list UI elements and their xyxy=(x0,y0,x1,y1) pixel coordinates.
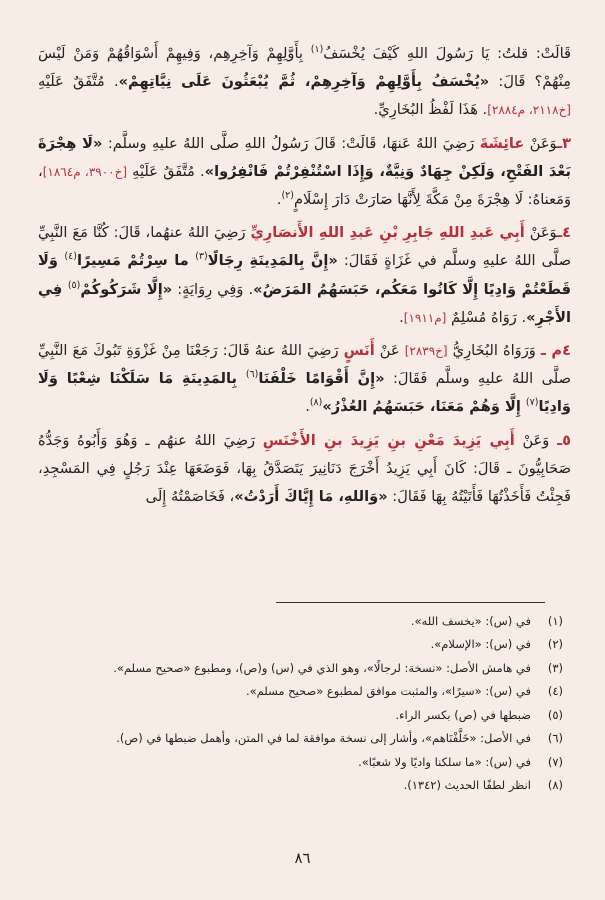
text-run: . وَفِي رِوَايَةٍ: xyxy=(172,280,254,298)
narrator-name: أَبِي يَزِيدَ مَعْنِ بنِ يَزِيدَ بنِ الأَخْنَسِ xyxy=(262,431,515,449)
footnote-item xyxy=(38,656,563,680)
footnote-marker-5[interactable]: (٥) xyxy=(67,279,81,291)
prophetic-quote: «يُخْسَفُ بِأَوَّلِهِمْ وَآخِرِهِمْ، ثُمَّ يُبْعَثُونَ عَلَى نِيَّاتِهِمْ» xyxy=(118,73,490,91)
footnote-item xyxy=(38,750,563,774)
text-run: . رَوَاهُ مُسْلِمٌ xyxy=(446,308,527,326)
hadith-number: ٤ـ xyxy=(557,224,572,242)
footnote-marker-3[interactable]: (٣) xyxy=(195,251,208,263)
footnote-number: (٧) xyxy=(547,754,563,769)
source-reference: [خ٢٨٣٩] xyxy=(404,344,448,359)
hadith-4 xyxy=(38,219,571,332)
hadith-number: ٣ـ xyxy=(557,134,571,152)
text-run: رَضِيَ اللهُ عنهُ قَالَ: رَجَعْنَا مِنْ غَزْوَةِ تَبُوكَ مَعَ النَّبِيِّ صلَّى اللهُ عليهِ وسلَّم فَقَالَ: xyxy=(38,342,571,388)
footnote-number: (٣) xyxy=(547,660,563,675)
text-run: وَعَنْ xyxy=(514,431,558,449)
footnotes-list xyxy=(38,609,563,797)
prophetic-quote: وَلَا قَطَعْتُمْ وَادِيًا إِلَّا كَانُوا مَعَكُم، حَبَسَهُمُ المَرَضُ» xyxy=(38,252,571,298)
text-run: وَعَنْ xyxy=(524,134,558,152)
prophetic-quote: إِلَّا وَهُمْ مَعَنَا، حَبَسَهُمُ العُذْرُ» xyxy=(322,398,526,416)
prophetic-quote: «إِنَّ بِالمَدِينَةِ رِجَالًا xyxy=(207,252,338,270)
prophetic-quote: بِالمَدِينَةِ مَا سَلَكْنَا شِعْبًا وَلَا وَادِيًا xyxy=(38,370,571,416)
source-reference: [خ٢١١٨، م٢٨٨٤] xyxy=(487,103,571,118)
footnote-text: ضبطها في (ص) بكسر الراء. xyxy=(395,707,531,722)
footnote-marker-7[interactable]: (٧) xyxy=(525,397,539,409)
prophetic-quote: ما سِرْتُمْ مَسِيرًا xyxy=(76,252,196,270)
text-run: . xyxy=(305,398,310,416)
page-number: ٨٦ xyxy=(294,849,311,867)
text-run: ، فَخَاصَمْتُهُ إِلَى xyxy=(145,488,235,506)
footnote-text: في الأصل: «خَلَّفْنَاهم»، وأشار إلى نسخة موافقة لما في المتن، وأهمل ضبطها في (ص). xyxy=(116,731,531,746)
footnote-item xyxy=(38,609,563,633)
footnote-item xyxy=(38,774,563,798)
prophetic-quote: «إِنَّ أَقْوَامًا خَلْفَنَا xyxy=(258,370,385,388)
footnote-number: (٥) xyxy=(547,707,563,722)
footnote-marker-1[interactable]: (١) xyxy=(310,44,324,56)
source-reference: [خ٣٩٠٠، م١٨٦٤] xyxy=(42,164,128,179)
footnote-number: (١) xyxy=(547,613,563,628)
text-run: قَالَتْ: قلتُ: يَا رَسُولَ اللهِ كَيْفَ يُخْسَفُ xyxy=(323,45,571,62)
text-run: عَنْ xyxy=(374,342,405,360)
prophetic-quote: «وَاللهِ، مَا إِيَّاكَ أَرَدْتُ» xyxy=(234,488,388,506)
footnote-item xyxy=(38,703,563,727)
footnote-text: في (س): «الإسلام». xyxy=(430,637,531,652)
footnote-text: انظر لطفًا الحديث (١٣٤٢). xyxy=(403,778,531,793)
footnote-text: في هامش الأصل: «نسخة: لرجالًا»، وهو الذي في (س) و(ص)، ومطبوع «صحيح مسلم». xyxy=(113,660,531,675)
text-run: رَضِيَ اللهُ عنهُما، قَالَ: كُنَّا مَعَ النَّبِيِّ صلَّى اللهُ عليهِ وسلَّم في غَزَاةٍ فَقَالَ: xyxy=(38,224,571,270)
text-run: وَرَوَاهُ البُخَارِيُّ xyxy=(447,342,541,360)
footnote-number: (٤) xyxy=(547,684,563,699)
footnote-marker-4[interactable]: (٤) xyxy=(64,251,77,263)
hadith-2-continuation xyxy=(38,40,571,125)
text-run: رَضِيَ اللهُ عنهُم ـ وَهُوَ وَأَبُوهُ وَجَدُّهُ صَحَابِيُّونَ ـ قَالَ: كَانَ أَبِي يَزِيدُ أَخْرَجَ دَنَانِيرَ يَتَصَدَّقُ بِهَا، فَوَضَعَهَا عِنْدَ رَجُلٍ فِي المَسْجِدِ، فَجِئْتُ فَأَخَذْتُهَا فَأَتَيْتُهُ بِهَا فَقَالَ: xyxy=(38,431,571,506)
footnote-number: (٨) xyxy=(547,778,563,793)
footnote-marker-8[interactable]: (٨) xyxy=(309,397,323,409)
narrator-name: أَنَسٍ xyxy=(343,342,375,360)
hadith-4m xyxy=(38,337,571,422)
text-run: رَضِيَ اللهُ عَنهَا، قَالَتْ: قَالَ رَسُولُ اللهِ صلَّى اللهُ عليهِ وسلَّم: xyxy=(102,134,480,152)
main-text xyxy=(38,40,571,511)
text-run: بِأَوَّلِهِمْ وَآخِرِهِم، وَفِيهِمْ أَسْوَاقُهُمْ وَمَنْ لَيْسَ مِنْهُمْ؟ قَالَ: xyxy=(38,45,571,91)
footnote-number: (٦) xyxy=(547,731,563,746)
footnote-text: في (س): «يخسف الله». xyxy=(410,613,531,628)
footnote-divider xyxy=(276,602,545,603)
footnote-marker-6[interactable]: (٦) xyxy=(245,369,259,381)
footnote-item xyxy=(38,633,563,657)
footnote-number: (٢) xyxy=(547,637,563,652)
text-run: . هَذَا لَفْظُ البُخَارِيِّ. xyxy=(373,101,488,119)
source-reference: [م١٩١١] xyxy=(403,310,447,325)
prophetic-quote: فِي الأَجْرِ» xyxy=(38,280,571,326)
footnote-text: في (س): «سيرًا»، والمثبت موافق لمطبوع «صحيح مسلم». xyxy=(245,684,531,699)
prophetic-quote: «لَا هِجْرَةَ بَعْدَ الفَتْحِ، وَلَكِنْ جِهَادٌ وَنِيَّةٌ، وَإِذَا اسْتُنْفِرْتُمْ فَانْفِرُوا» xyxy=(38,134,571,180)
text-run: . مُتَّفَقٌ عَلَيْهِ xyxy=(127,162,205,180)
footnote-marker-2[interactable]: (٢) xyxy=(281,190,294,202)
hadith-number: ٤م ـ xyxy=(540,342,572,360)
text-run: . مُتَّفَقٌ عَلَيْهِ xyxy=(38,73,119,91)
hadith-5 xyxy=(38,427,571,512)
hadith-3 xyxy=(38,130,571,215)
text-run: ، وَمَعناهُ: لَا هِجْرَةَ مِنْ مَكَّةَ لِأَنَّهَا صَارَتْ دَارَ إِسْلَامٍ xyxy=(38,162,571,209)
text-run: . xyxy=(399,308,404,326)
text-run: . xyxy=(276,191,282,209)
footnote-item xyxy=(38,680,563,704)
prophetic-quote: «إِلَّا شَرَكُوكُمْ xyxy=(80,280,173,298)
hadith-number: ٥ـ xyxy=(557,431,571,449)
narrator-name: عائِشَةَ xyxy=(479,134,525,152)
text-run: وَعَنْ xyxy=(524,224,558,242)
footnote-item xyxy=(38,727,563,751)
narrator-name: أَبِي عَبدِ اللهِ جَابِرِ بْنِ عَبدِ اللهِ الأَنصَارِيِّ xyxy=(250,224,525,242)
footnote-text: في (س): «ما سلكنا واديًا ولا شعبًا». xyxy=(358,754,531,769)
